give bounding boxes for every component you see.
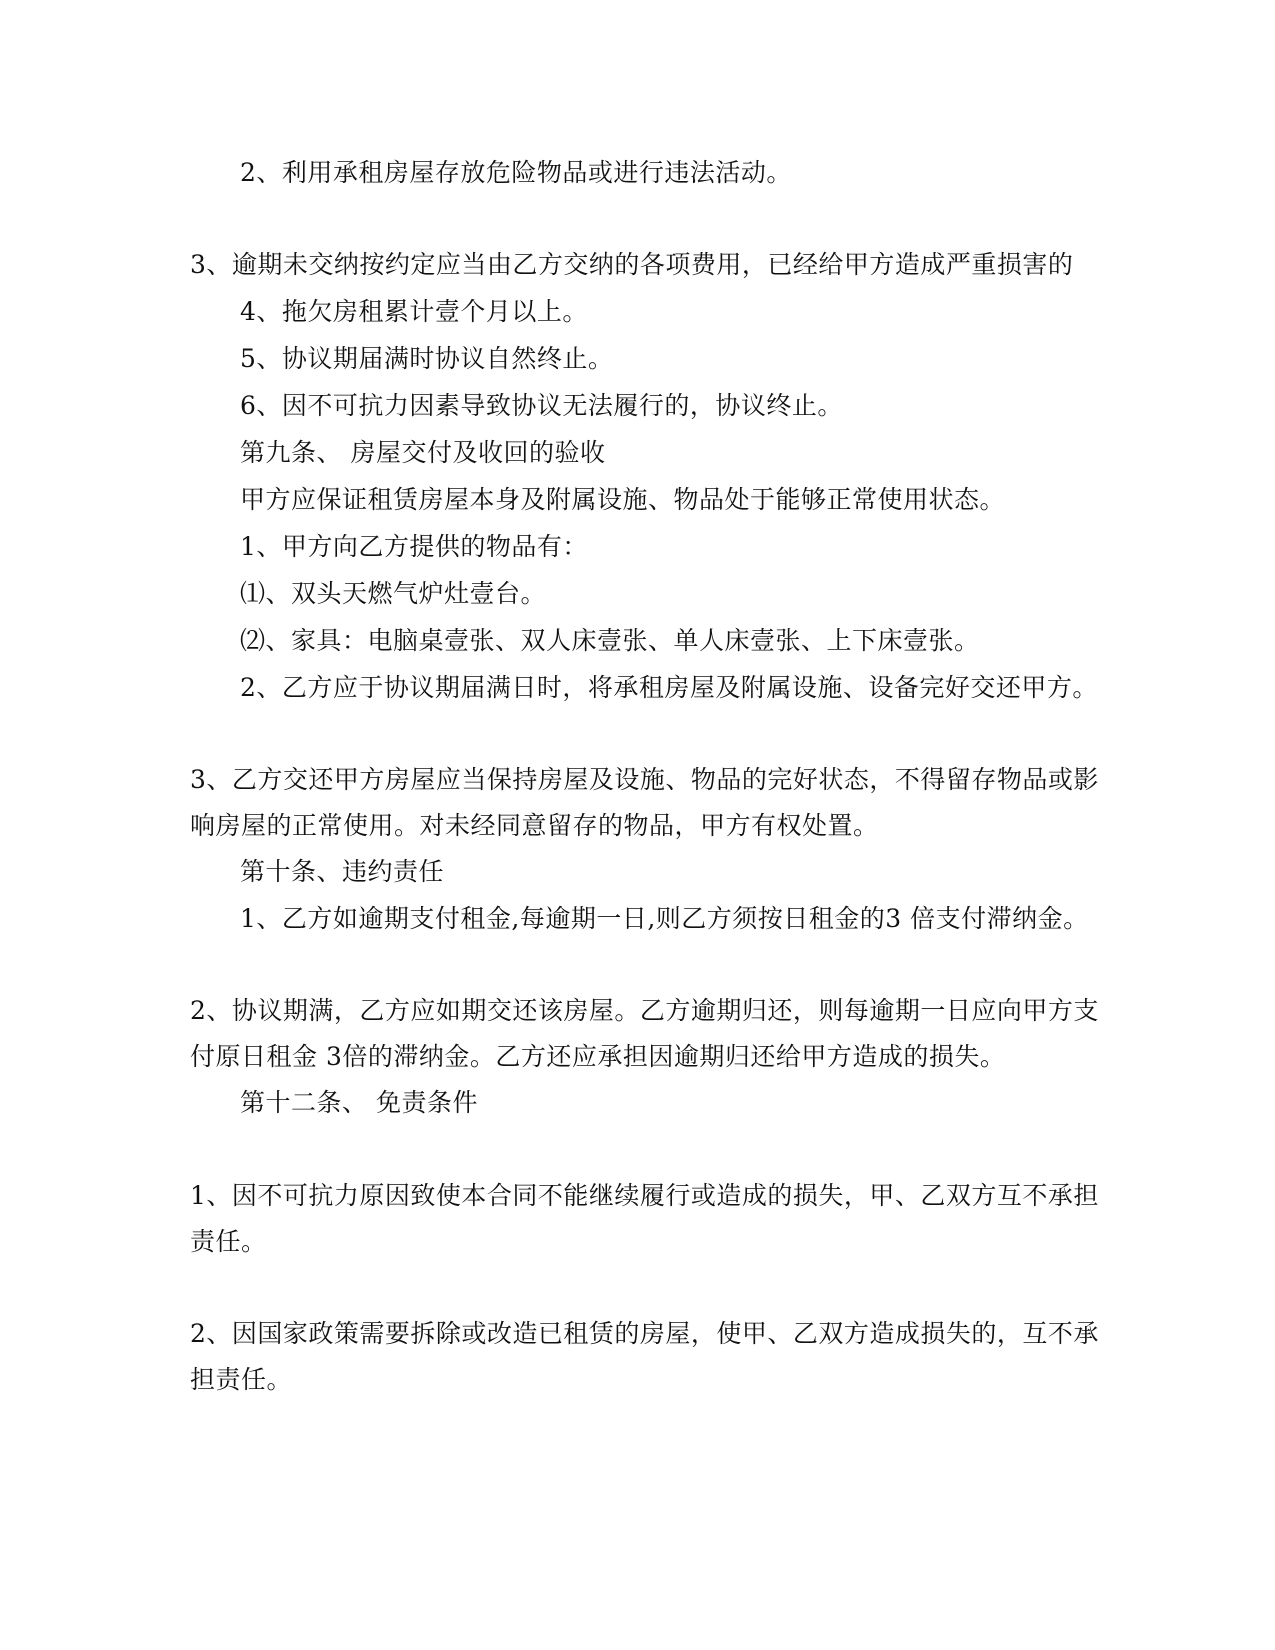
article-12-item-2-line-2: 担责任。	[190, 1365, 293, 1394]
article-9-item-1-sub-1: ⑴、双头天燃气炉灶壹台。	[240, 579, 547, 608]
article-9-item-1-sub-2: ⑵、家具：电脑桌壹张、双人床壹张、单人床壹张、上下床壹张。	[240, 626, 980, 655]
clause-2-illegal-use: 2、利用承租房屋存放危险物品或进行违法活动。	[240, 158, 792, 187]
clause-3-unpaid-fees: 3、逾期未交纳按约定应当由乙方交纳的各项费用，已经给甲方造成严重损害的	[190, 250, 1074, 279]
article-9-item-3-line-2: 响房屋的正常使用。对未经同意留存的物品，甲方有权处置。	[190, 811, 879, 840]
article-10-heading: 第十条、违约责任	[240, 857, 445, 886]
article-9-heading: 第九条、 房屋交付及收回的验收	[240, 438, 606, 467]
clause-6-force-majeure: 6、因不可抗力因素导致协议无法履行的，协议终止。	[240, 391, 843, 420]
article-10-item-1: 1、乙方如逾期支付租金,每逾期一日,则乙方须按日租金的3 倍支付滞纳金。	[240, 904, 1089, 933]
article-9-item-1: 1、甲方向乙方提供的物品有：	[240, 532, 588, 561]
clause-4-rent-arrears: 4、拖欠房租累计壹个月以上。	[240, 297, 588, 326]
article-10-item-2-line-2: 付原日租金 3倍的滞纳金。乙方还应承担因逾期归还给甲方造成的损失。	[190, 1042, 1006, 1071]
article-12-item-1-line-2: 责任。	[190, 1227, 267, 1256]
article-9-intro: 甲方应保证租赁房屋本身及附属设施、物品处于能够正常使用状态。	[240, 485, 1006, 514]
article-12-heading: 第十二条、 免责条件	[240, 1088, 478, 1117]
article-9-item-3-line-1: 3、乙方交还甲方房屋应当保持房屋及设施、物品的完好状态，不得留存物品或影	[190, 765, 1099, 794]
clause-5-term-expiry: 5、协议期届满时协议自然终止。	[240, 344, 614, 373]
article-10-item-2-line-1: 2、协议期满，乙方应如期交还该房屋。乙方逾期归还，则每逾期一日应向甲方支	[190, 996, 1099, 1025]
article-12-item-1-line-1: 1、因不可抗力原因致使本合同不能继续履行或造成的损失，甲、乙双方互不承担	[190, 1181, 1099, 1210]
article-12-item-2-line-1: 2、因国家政策需要拆除或改造已租赁的房屋，使甲、乙双方造成损失的，互不承	[190, 1319, 1099, 1348]
article-9-item-2: 2、乙方应于协议期届满日时，将承租房屋及附属设施、设备完好交还甲方。	[240, 673, 1098, 702]
